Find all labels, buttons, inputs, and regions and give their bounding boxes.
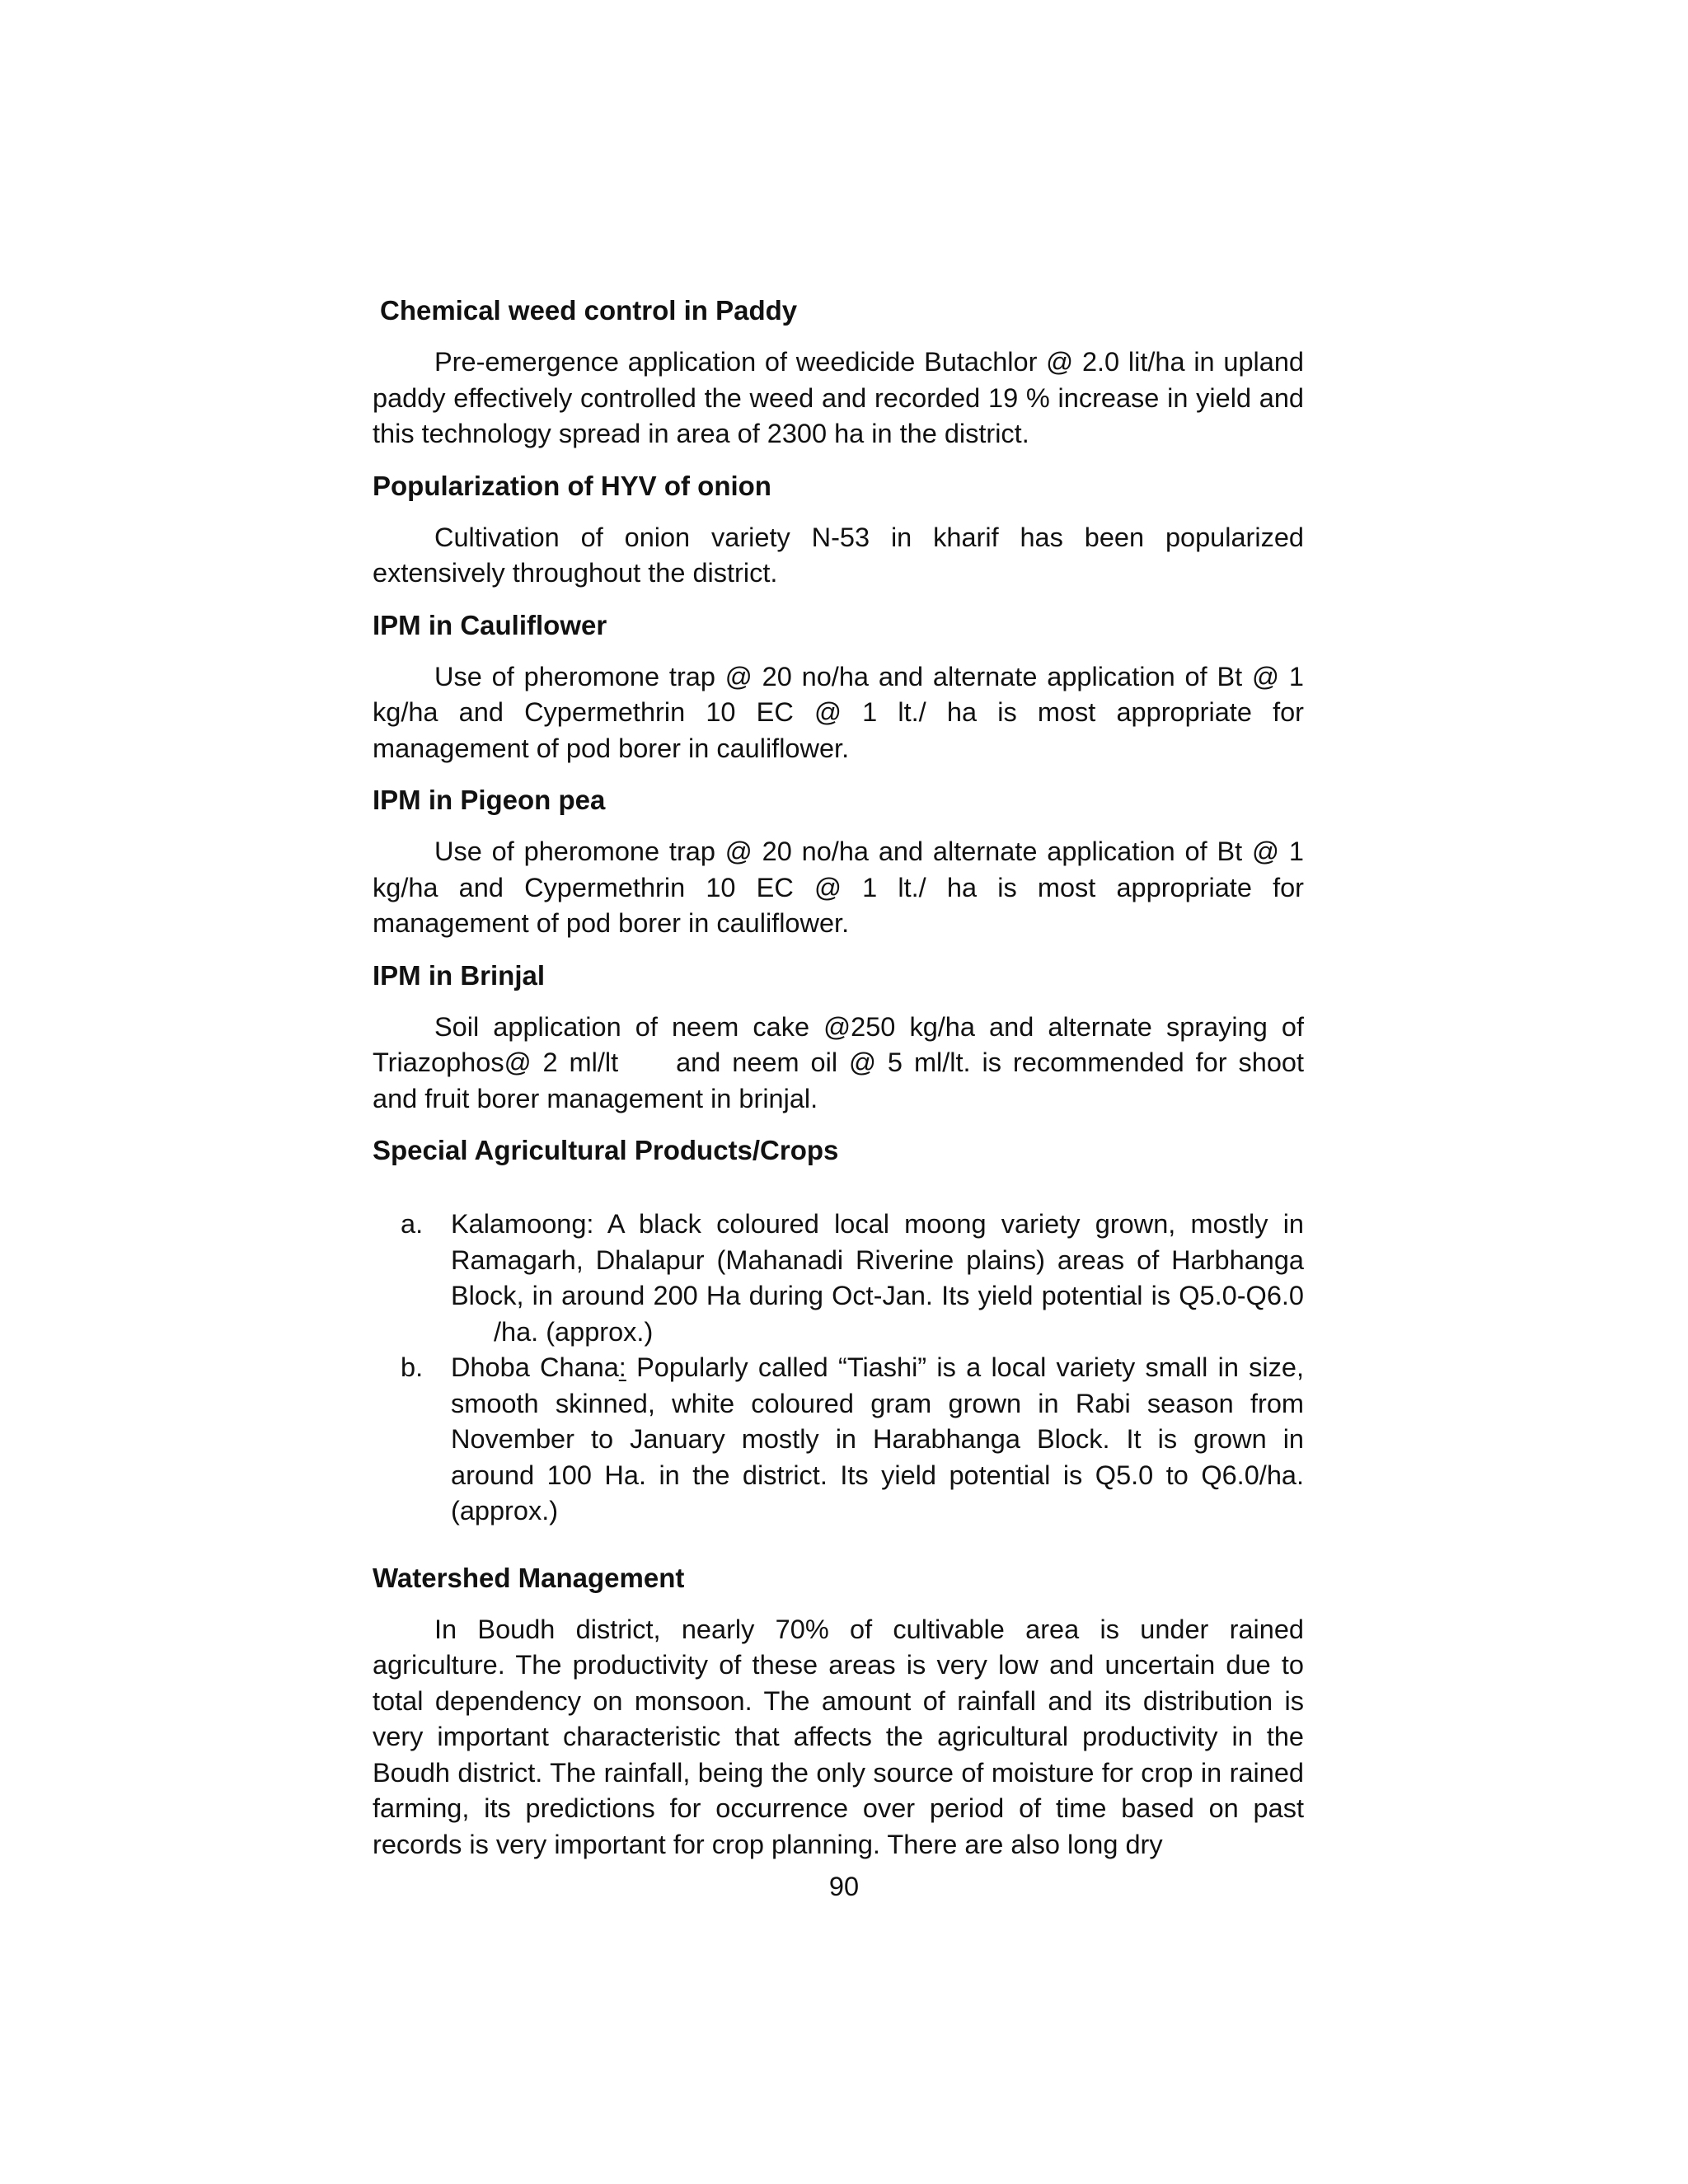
section-text-brinjal: [373, 1010, 1304, 1118]
list-item-kalamoong: [373, 1207, 1304, 1350]
brinjal-text-part-a: Soil application of neem cake @250 kg/ha and alternate spraying of Triazophos@ 2 ml/lt: [373, 1011, 1304, 1077]
section-text-pigeon-pea: Use of pheromone trap @ 20 no/ha and alternate application of Bt @ 1 kg/ha and Cypermethrin 10 EC @ 1 lt./ ha is most appropriate for management of pod borer in cauliflower.: [373, 837, 1304, 938]
list-marker: b.: [401, 1352, 424, 1382]
section-text-cauliflower: Use of pheromone trap @ 20 no/ha and alternate application of Bt @ 1 kg/ha and Cypermethrin 10 EC @ 1 lt./ ha is most appropriate for management of pod borer in cauliflower.: [373, 661, 1304, 763]
section-heading-brinjal: IPM in Brinjal: [373, 959, 546, 991]
page-number: 90: [828, 1872, 860, 1901]
section-text-onion: Cultivation of onion variety N-53 in kharif has been popularized extensively throughout the district.: [373, 522, 1304, 588]
document-page: [373, 293, 1304, 1878]
section-text-watershed: In Boudh district, nearly 70% of cultivable area is under rained agriculture. The productivity of these areas is very low and uncertain due to total dependency on monsoon. The amount of rainfall and its distribution is very important characteristic that affects the agricultural productivity in the Boudh district. The rainfall, being the only source of moisture for crop in rained farming, its predictions for occurrence over period of time based on past records is very important for crop planning. There are also long dry: [373, 1614, 1304, 1859]
dhoba-chana-text: Popularly called “Tiashi” is a local variety small in size, smooth skinned, white coloured gram grown in Rabi season from November to January mostly in Harabhanga Block. It is grown in around 100 Ha. in the district. Its yield potential is Q5.0 to Q6.0/ha. (approx.): [451, 1352, 1304, 1526]
dhoba-chana-term-separator: :: [618, 1352, 626, 1382]
kalamoong-text-part-a: Kalamoong: A black coloured local moong variety grown, mostly in Ramagarh, Dhalapur (Mahanadi Riverine plains) areas of Harbhanga Block, in around 200 Ha during Oct-Jan. Its yield potential is Q5.0-Q6.0: [451, 1209, 1304, 1310]
section-heading-cauliflower: IPM in Cauliflower: [373, 609, 607, 640]
section-heading-pigeon-pea: IPM in Pigeon pea: [373, 785, 606, 815]
section-heading-watershed: Watershed Management: [373, 1562, 685, 1593]
dhoba-chana-term: Dhoba Chana: [451, 1352, 619, 1382]
list-marker: a.: [401, 1209, 424, 1239]
section-heading-onion: Popularization of HYV of onion: [373, 470, 771, 501]
brinjal-text-part-b: and neem oil @ 5 ml/lt. is recommended for shoot and fruit borer management in brinjal.: [373, 1047, 1304, 1113]
special-crops-list: [373, 1207, 1304, 1530]
section-heading-special-crops: Special Agricultural Products/Crops: [373, 1135, 839, 1165]
section-text-weed-control: Pre-emergence application of weedicide Butachlor @ 2.0 lit/ha in upland paddy effectively controlled the weed and recorded 19 % increase in yield and this technology spread in area of 2300 ha in the district.: [373, 347, 1304, 448]
list-item-dhoba-chana: [373, 1350, 1304, 1530]
kalamoong-text-part-b: /ha. (approx.): [494, 1316, 654, 1347]
section-heading-weed-control: Chemical weed control in Paddy: [380, 295, 798, 326]
